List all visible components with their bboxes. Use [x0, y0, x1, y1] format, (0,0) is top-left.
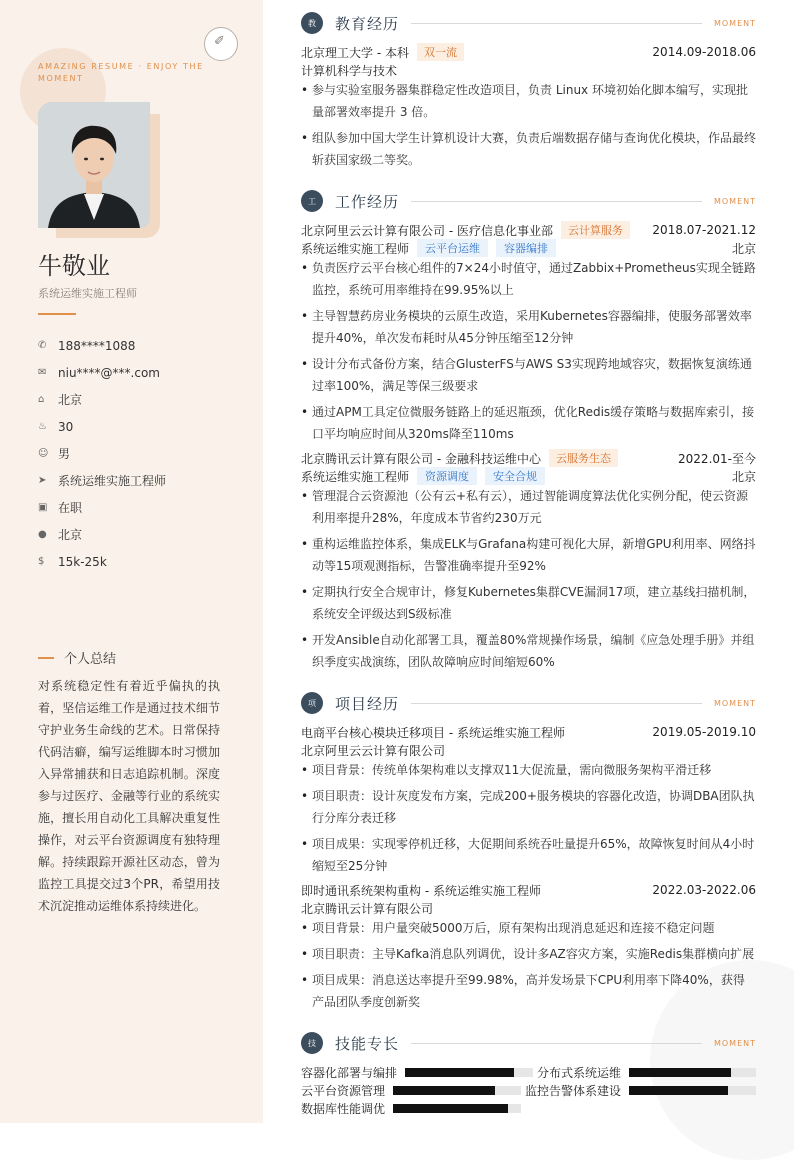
- summary-title: 个人总结: [64, 652, 117, 667]
- education-bullet: • 参与实验室服务器集群稳定性改造项目，负责 Linux 环境初始化脚本编写，实现批量部署效率提升 3 倍。: [301, 79, 756, 123]
- briefcase-icon: ▣: [38, 502, 48, 513]
- info-salary: [38, 548, 253, 575]
- section-moment-label: MOMENT: [713, 1038, 756, 1048]
- decorative-ring: [204, 27, 238, 61]
- job-industry-tag: 云计算服务: [561, 221, 630, 239]
- skill-level-track: [629, 1086, 756, 1095]
- summary-accent-bar: [38, 657, 54, 659]
- job-skill-tag: 容器编排: [496, 239, 556, 257]
- face-icon: ☺: [38, 448, 49, 459]
- skill-name: 数据库性能调优: [301, 1101, 386, 1116]
- section-title: 项目经历: [335, 694, 400, 713]
- info-target-job: [38, 467, 253, 494]
- section-projects-header: [301, 691, 756, 715]
- portrait-illustration: [38, 102, 150, 228]
- skill-name: 监控告警体系建设: [525, 1083, 622, 1098]
- job-bullet: • 通过APM工具定位微服务链路上的延迟瓶颈，优化Redis缓存策略与数据库索引，接口平均响应时间从320ms降至110ms: [301, 401, 756, 445]
- skill-level-track: [393, 1086, 521, 1095]
- info-text: 北京: [58, 528, 83, 542]
- major-name: 计算机科学与技术: [301, 63, 398, 78]
- job-company: 北京腾讯云计算有限公司 - 金融科技运维中心: [301, 451, 541, 466]
- job-date: 2022.01-至今: [678, 451, 756, 466]
- contact-info-list: [38, 332, 253, 575]
- sidebar: [0, 0, 263, 1123]
- skill-row: [301, 1099, 756, 1117]
- project-bullet: • 项目职责：设计灰度发布方案，完成200+服务模块的容器化改造，协调DBA团队执行分库分表迁移: [301, 785, 756, 829]
- job-date: 2018.07-2021.12: [652, 223, 756, 237]
- job-company-line: [301, 449, 756, 467]
- job-bullet: • 负责医疗云平台核心组件的7×24小时值守，通过Zabbix+Prometheus实现全链路监控，系统可用率维持在99.95%以上: [301, 257, 756, 301]
- summary-heading: [38, 648, 116, 667]
- section-education-header: [301, 11, 756, 35]
- project-company-line: [301, 899, 756, 917]
- info-status: [38, 494, 253, 521]
- skill-level-track: [629, 1068, 756, 1077]
- project-company-line: [301, 741, 756, 759]
- job-company: 北京阿里云云计算有限公司 - 医疗信息化事业部: [301, 223, 553, 238]
- phone-icon: ✆: [38, 340, 47, 351]
- job-skill-tag: 安全合规: [485, 467, 545, 485]
- skill-row: [301, 1063, 756, 1081]
- avatar: [38, 102, 150, 228]
- info-text: niu****@***.com: [58, 365, 160, 380]
- section-moment-label: MOMENT: [713, 196, 756, 206]
- education-major: [301, 61, 756, 79]
- project-name: 即时通讯系统架构重构 - 系统运维实施工程师: [301, 883, 541, 898]
- job-bullet: • 定期执行安全合规审计，修复Kubernetes集群CVE漏洞17项，建立基线扫描机制，系统安全评级达到S级标准: [301, 581, 756, 625]
- home-icon: ⌂: [38, 394, 45, 405]
- section-badge: 项: [301, 692, 323, 714]
- project-name-line: [301, 723, 756, 741]
- info-text: 在职: [58, 501, 83, 515]
- job-role: 系统运维实施工程师: [301, 469, 410, 484]
- pen-icon: ✐: [214, 34, 225, 49]
- section-work-header: [301, 189, 756, 213]
- info-text: 15k-25k: [58, 554, 107, 569]
- education-school-line: [301, 43, 756, 61]
- skill-name: 云平台资源管理: [301, 1083, 386, 1098]
- skill-item: [537, 1063, 621, 1081]
- project-bullet: • 项目成果：实现零停机迁移，大促期间系统吞吐量提升65%，故障恢复时间从4小时缩短至25分钟: [301, 833, 756, 877]
- project-name-line: [301, 881, 756, 899]
- section-moment-label: MOMENT: [713, 18, 756, 28]
- summary-text: 对系统稳定性有着近乎偏执的执着，坚信运维工作是通过技术细节守护业务生命线的艺术。日常保持代码洁癖，编写运维脚本时习惯加入异常捕获和日志追踪机制。深度参与过医疗、金融等行业的系统实施，擅长用自动化工具解决重复性操作，对云平台资源调度有独特理解。持续跟踪开源社区动态，曾为监控工具提交过3个PR，希望用技术沉淀推动运维体系持续进化。: [38, 679, 220, 913]
- job-city: 北京: [731, 469, 756, 484]
- info-age: [38, 413, 253, 440]
- project-company: 北京阿里云云计算有限公司: [301, 743, 446, 758]
- project-bullet: • 项目职责：主导Kafka消息队列调优，设计多AZ容灾方案，实施Redis集群横向扩展: [301, 943, 756, 965]
- job-role-line: [301, 239, 756, 257]
- section-moment-label: MOMENT: [713, 698, 756, 708]
- skill-level-fill: [629, 1086, 728, 1095]
- info-phone: [38, 332, 253, 359]
- candidate-job-title: 系统运维实施工程师: [38, 287, 137, 300]
- job-skill-tag: 资源调度: [417, 467, 477, 485]
- accent-divider: [38, 313, 76, 315]
- info-text: 系统运维实施工程师: [58, 474, 167, 488]
- section-rule: [411, 703, 702, 704]
- cake-icon: ♨: [38, 421, 47, 432]
- job-bullet: • 开发Ansible自动化部署工具，覆盖80%常规操作场景，编制《应急处理手册》并组织季度实战演练，团队故障响应时间缩短60%: [301, 629, 756, 673]
- candidate-name: 牛敬业: [38, 252, 110, 280]
- job-company-line: [301, 221, 756, 239]
- section-rule: [411, 23, 702, 24]
- info-text: 北京: [58, 393, 83, 407]
- skill-name: 容器化部署与编排: [301, 1065, 398, 1080]
- skill-item: [525, 1081, 621, 1099]
- job-city: 北京: [731, 241, 756, 256]
- info-gender: [38, 440, 253, 467]
- section-title: 技能专长: [335, 1034, 400, 1053]
- info-text: 男: [58, 447, 71, 461]
- info-target-city: [38, 521, 253, 548]
- info-email: [38, 359, 253, 386]
- skill-row: [301, 1081, 756, 1099]
- skill-level-fill: [629, 1068, 731, 1077]
- education-bullet: • 组队参加中国大学生计算机设计大赛，负责后端数据存储与查询优化模块，作品最终斩获国家级二等奖。: [301, 127, 756, 171]
- skill-level-fill: [393, 1086, 495, 1095]
- project-bullet: • 项目成果：消息送达率提升至99.98%，高并发场景下CPU利用率下降40%，获得产品团队季度创新奖: [301, 969, 756, 1013]
- skill-item: [301, 1063, 397, 1081]
- project-date: 2022.03-2022.06: [652, 883, 756, 897]
- location-icon: ●: [38, 529, 47, 540]
- mail-icon: ✉: [38, 367, 47, 378]
- project-company: 北京腾讯云计算有限公司: [301, 901, 434, 916]
- skill-level-track: [405, 1068, 533, 1077]
- info-text: 188****1088: [58, 338, 136, 353]
- skill-level-fill: [405, 1068, 514, 1077]
- salary-icon: $: [38, 556, 45, 567]
- skill-name: 分布式系统运维: [537, 1065, 622, 1080]
- info-hometown: [38, 386, 253, 413]
- section-badge: 技: [301, 1032, 323, 1054]
- job-role: 系统运维实施工程师: [301, 241, 410, 256]
- section-badge: 教: [301, 12, 323, 34]
- school-tag: 双一流: [417, 43, 464, 61]
- skill-item: [301, 1099, 385, 1117]
- project-bullet: • 项目背景：传统单体架构难以支撑双11大促流量，需向微服务架构平滑迁移: [301, 759, 756, 781]
- school-name: 北京理工大学 - 本科: [301, 45, 409, 60]
- skill-level-fill: [393, 1104, 508, 1113]
- job-bullet: • 重构运维监控体系，集成ELK与Grafana构建可视化大屏，新增GPU利用率、网络抖动等15项观测指标，告警准确率提升至92%: [301, 533, 756, 577]
- section-skills-header: [301, 1031, 756, 1055]
- job-bullet: • 管理混合云资源池（公有云+私有云），通过智能调度算法优化实例分配，使云资源利用率提升28%，年度成本节省约230万元: [301, 485, 756, 529]
- skill-item: [301, 1081, 385, 1099]
- section-title: 教育经历: [335, 14, 400, 33]
- job-role-line: [301, 467, 756, 485]
- job-bullet: • 设计分布式备份方案，结合GlusterFS与AWS S3实现跨地域容灾，数据恢复演练通过率100%，满足等保三级要求: [301, 353, 756, 397]
- project-name: 电商平台核心模块迁移项目 - 系统运维实施工程师: [301, 725, 565, 740]
- job-industry-tag: 云服务生态: [549, 449, 618, 467]
- job-skill-tag: 云平台运维: [417, 239, 488, 257]
- skill-level-track: [393, 1104, 521, 1113]
- section-rule: [411, 201, 702, 202]
- info-text: 30: [58, 419, 74, 434]
- brand-tagline: AMAZING RESUME · ENJOY THE MOMENT: [38, 62, 204, 83]
- education-date: 2014.09-2018.06: [652, 45, 756, 59]
- send-icon: ➤: [38, 475, 47, 486]
- section-title: 工作经历: [335, 192, 400, 211]
- project-bullet: • 项目背景：用户量突破5000万后，原有架构出现消息延迟和连接不稳定问题: [301, 917, 756, 939]
- section-rule: [411, 1043, 702, 1044]
- project-date: 2019.05-2019.10: [652, 725, 756, 739]
- job-bullet: • 主导智慧药房业务模块的云原生改造，采用Kubernetes容器编排，使服务部署效率提升40%，单次发布耗时从45分钟压缩至12分钟: [301, 305, 756, 349]
- section-badge: 工: [301, 190, 323, 212]
